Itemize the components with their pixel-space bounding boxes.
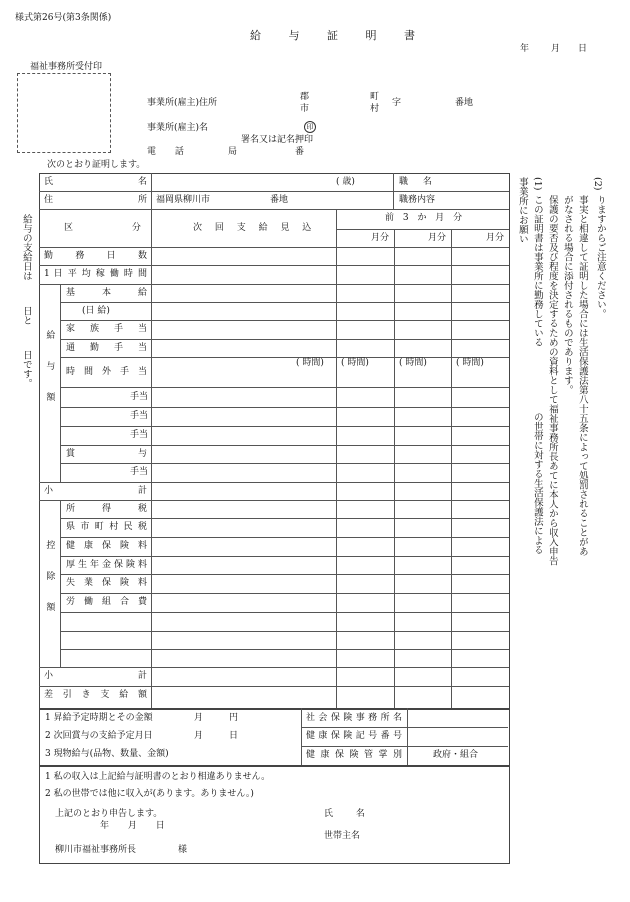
table-line [60,518,509,519]
note-1-text-b: の世帯に対する生活保護法による [531,412,543,555]
deduction-row-pension: 厚 生 年 金 保 険 料 [66,560,147,570]
table-line [60,556,509,557]
phone-label: 電 話 [147,147,192,157]
table-line [60,302,509,303]
intro-text: 次のとおり証明します。 [47,160,146,170]
salary-row-overtime: 時 間 外 手 当 [66,367,147,377]
header-year: 年 [520,44,530,54]
table-line [39,284,509,285]
note-1-text-d: がなされる場合に添付されるものであります。 [561,195,573,395]
salary-row-allowance-1: 手当 [130,392,149,402]
table-line [60,612,509,613]
table-line [60,284,61,482]
deduction-group-label: 控除額 [44,540,55,633]
bonus-schedule-label: 2 次回賞与の支給予定月日 [45,731,153,741]
salary-row-base: 基 本 給 [66,288,147,298]
address-label: 住 所 [44,195,147,205]
table-line [60,445,509,446]
addressee: 柳川市福祉事務所長 [55,845,137,855]
raise-yen: 円 [229,713,239,723]
deduction-row-resident-tax: 県 市 町 村 民 税 [66,522,147,532]
employer-name-label: 事業所(雇主)名 [147,123,209,133]
note-1-request: 事業所にお願い [516,177,528,244]
payday-text-a: 給与の支給日は [20,214,32,281]
header-month: 月 [551,44,561,54]
seal-note: 署名又は記名押印 [241,135,314,145]
table-line [336,229,509,230]
raise-schedule-label: 1 昇給予定時期とその金額 [45,713,153,723]
overtime-hours-2: ( 時間) [341,358,369,368]
gun-label: 郡 [300,92,310,102]
addressee-sama: 様 [178,845,188,855]
table-line [336,209,337,708]
declaration-line-1: 1 私の収入は上記給与証明書のとおり相違ありません。 [45,772,271,782]
table-line [60,649,509,650]
payday-text-c: 日です。 [20,350,32,388]
deduction-row-health: 健 康 保 険 料 [66,541,147,551]
note-2-number: (2) [591,177,603,191]
table-line [407,708,408,766]
deduction-row-unemployment: 失 業 保 険 料 [66,578,147,588]
banchi-label: 番地 [455,98,474,108]
table-line [151,173,152,708]
office-stamp-label: 福祉事務所受付印 [30,62,103,72]
table-line [60,537,509,538]
table-line [60,593,509,594]
salary-row-daily: (日 給) [82,306,110,316]
table-line [39,265,509,266]
category-header: 区 分 [64,223,169,233]
note-1-number: (1) [531,177,543,191]
prev-3-months-header: 前 3 か 月 分 [385,213,466,223]
table-line [39,209,509,210]
overtime-hours-3: ( 時間) [399,358,427,368]
aza-label: 字 [392,98,402,108]
office-stamp-box [17,73,111,153]
work-days-label: 勤 務 日 数 [44,251,147,261]
age-field: ( 歳) [336,177,355,187]
note-1-text-c: 保護の要否及び程度を決定するための資料として福祉事務所長あてに本人から収入申告 [546,195,558,566]
mura-label: 村 [370,104,380,114]
table-line [60,320,509,321]
deduction-row-union: 労 働 組 合 費 [66,597,147,607]
salary-row-commute: 通 勤 手 当 [66,343,147,353]
table-line [301,746,508,747]
table-line [301,727,508,728]
job-label: 職 名 [399,177,438,187]
address-banchi: 番地 [270,195,289,205]
form-number: 様式第26号(第3条関係) [15,13,112,23]
bonus-day: 日 [229,731,239,741]
salary-row-family: 家 族 手 当 [66,324,147,334]
seal-mark: 印 [304,121,316,133]
in-kind-label: 3 現物給与(品物、数量、金額) [45,749,169,759]
next-pay-header: 次 回 支 給 見 込 [193,223,317,233]
deduction-row-income-tax: 所 得 税 [66,504,147,514]
table-line [39,667,509,668]
table-line [39,500,509,501]
note-2-text-a: 事実と相違して証明した場合には生活保護法第八十五条によって処罰されることがあ [576,195,588,556]
salary-row-allowance-2: 手当 [130,411,149,421]
table-line [60,407,509,408]
table-line [301,708,302,766]
note-2-text-b: りますからご注意ください。 [594,195,606,319]
salary-row-allowance-3: 手当 [130,430,149,440]
machi-label: 町 [370,92,380,102]
household-head-label: 世帯主名 [324,831,361,841]
table-line [394,229,395,708]
table-line [60,463,509,464]
applicant-name-label: 氏 名 [324,809,375,819]
phone-ban: 番 [295,147,305,157]
header-day: 日 [578,44,588,54]
table-line [451,229,452,708]
table-line [393,173,394,209]
table-line [39,247,509,248]
health-insurance-type-label: 健 康 保 険 管 掌 別 [306,750,402,760]
health-insurance-number-label: 健 康 保 険 記 号 番 号 [306,731,402,741]
document-title: 給 与 証 明 書 [250,29,427,42]
phone-kyoku: 局 [228,147,238,157]
net-pay-label: 差 引 き 支 給 額 [44,690,147,700]
salary-row-bonus: 賞 与 [66,449,147,459]
work-label: 職務内容 [399,195,436,205]
month-col-3: 月分 [486,233,505,243]
deduction-subtotal-label: 小 計 [44,671,147,681]
table-line [60,357,509,358]
name-label: 氏 名 [44,177,147,187]
raise-month: 月 [194,713,204,723]
bonus-month: 月 [194,731,204,741]
declaration-date: 年 月 日 [100,821,173,831]
table-line [60,574,509,575]
table-line [60,387,509,388]
shi-label: 市 [300,104,310,114]
table-line [60,500,61,667]
table-line [60,426,509,427]
month-col-2: 月分 [428,233,447,243]
insurance-type-value: 政府・組合 [433,750,479,760]
month-col-1: 月分 [371,233,390,243]
avg-hours-label: 1 日 平 均 稼 働 時 間 [44,269,147,279]
payday-text-b: 日と [20,306,32,325]
social-insurance-office-label: 社 会 保 険 事 務 所 名 [306,713,402,723]
table-line [60,631,509,632]
table-line [39,482,509,483]
table-line [39,191,509,192]
salary-row-allowance-4: 手当 [130,467,149,477]
overtime-hours-1: ( 時間) [296,358,324,368]
declaration-line-3: 上記のとおり申告します。 [55,809,163,819]
salary-group-label: 給与額 [44,330,55,423]
table-line [60,339,509,340]
table-line [39,686,509,687]
note-1-text-a: この証明書は事業所に勤務している [531,195,543,347]
overtime-hours-4: ( 時間) [456,358,484,368]
address-value: 福岡県柳川市 [156,195,211,205]
declaration-line-2: 2 私の世帯では他に収入が(あります。ありません。) [45,789,254,799]
employer-address-label: 事業所(雇主)住所 [147,98,218,108]
salary-subtotal-label: 小 計 [44,486,147,496]
